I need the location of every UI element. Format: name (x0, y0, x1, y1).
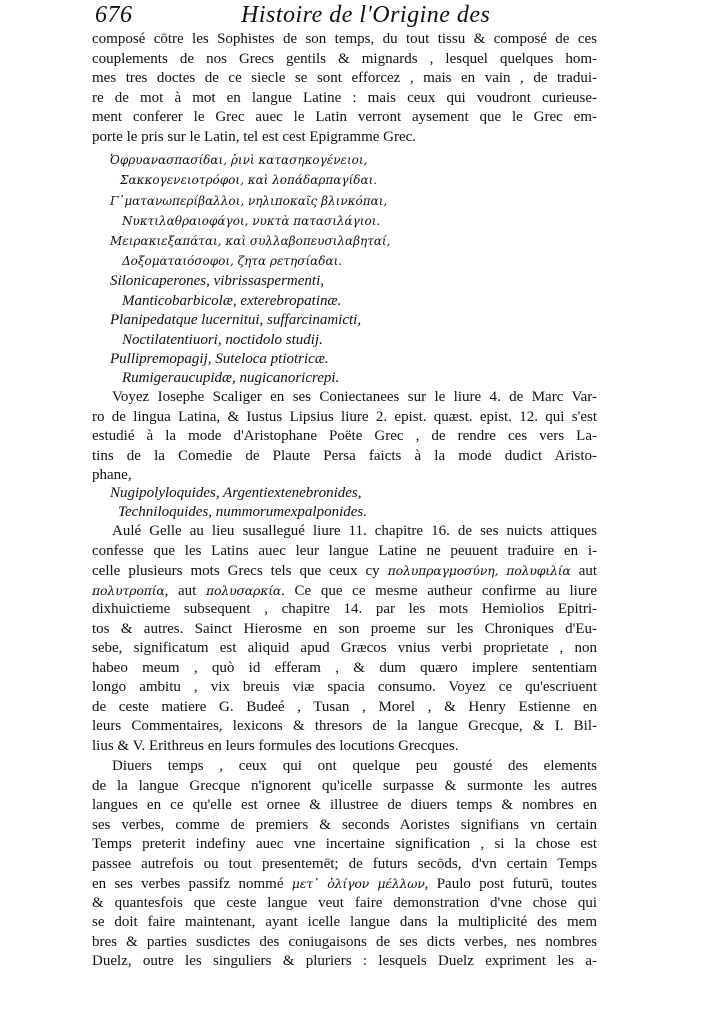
latin-verse: Nugipolyloquides, Argentiextenebronides, (110, 485, 362, 501)
greek-word: πολυτροπία (92, 582, 165, 598)
text-line: dixhuictieme subsequent , chapitre 14. par les mots Hemiolios Epitri- (92, 601, 597, 617)
text-line: couplements de nos Grecs gentils & mignards , lesquel quelques hom- (92, 50, 597, 67)
latin-verse: Pullipremopagij, Suteloca ptiotricæ. (110, 351, 329, 367)
page-number: 676 (95, 2, 133, 28)
text-line: tins de la Comedie de Plaute Persa faicts à la mode dudict Aristo- (92, 447, 597, 464)
paragraph-4 (92, 757, 597, 972)
text-line (92, 581, 597, 601)
text-line: tos & autres. Sainct Hierosme en son proeme sur les Chroniques d'Eu- (92, 620, 597, 637)
running-title: Histoire de l'Origine des (241, 2, 491, 28)
greek-verse: Δοξοματαιόσοφοι, ζητα ρετησίαδαι. (122, 254, 343, 268)
text-line: ses verbes, comme de premiers & seconds Aoristes signifians vn certain (92, 816, 597, 833)
text-line: Diuers temps , ceux qui ont quelque peu gousté des elements (112, 758, 597, 774)
text-line: Temps preterit indefiny auec vne incertaine signification , si la chose est (92, 836, 597, 852)
latin-verse: Rumigeraucupidæ, nugicanoricrepi. (122, 370, 340, 386)
latin-verse: Planipedatque lucernitui, suffarcinamicti, (110, 312, 362, 328)
latin-verse: Noctilatentiuori, noctidolo studij. (122, 332, 323, 348)
text-line: re de mot à mot en langue Latine : mais ceux qui voudront curieuse- (92, 89, 597, 106)
text-line: lius & V. Erithreus en leurs formules des locutions Grecques. (92, 737, 459, 754)
text-line: langues en ce qu'elle est ornee & illustree de diuers temps & nombres en (92, 797, 597, 813)
text-line: & quantesfois que ceste langue veut faire demonstration d'vne chose qui (92, 894, 597, 911)
text-line: sebe, significatum est aliquid apud Græcos vnius verbi proprietate , non (92, 640, 597, 656)
text-line: se doit faire maintenant, ayant icelle langue dans la multiplicité des mem (92, 914, 597, 930)
text-line: Aulé Gelle au lieu susallegué liure 11. chapitre 16. de ses nuicts attiques (112, 523, 597, 539)
text-line (92, 874, 597, 894)
text-line: porte le pris sur le Latin, tel est cest Epigramme Grec. (92, 128, 417, 145)
text-line: confesse que les Latins auec leur langue Latine ne peuuent traduire en i- (92, 542, 597, 559)
text-line (92, 561, 597, 581)
text-segment: , Paulo post futurū, toutes (424, 876, 597, 892)
text-line: composé cōtre les Sophistes de son temps, du tout tissu & composé de ces (92, 31, 597, 47)
paragraph-2 (92, 388, 597, 486)
text-line: passee autrefois ou tout presentemēt; de futurs secōds, d'vn certain Temps (92, 855, 597, 872)
paragraph-1 (92, 30, 597, 147)
greek-word: πολυσαρκία (206, 582, 282, 598)
text-line: ment conferer le Grec auec le Latin verront aysement que le Grec em- (92, 109, 597, 125)
text-line: Voyez Iosephe Scaliger en ses Coniectanees sur le liure 4. de Marc Var- (112, 389, 597, 405)
greek-verse: Γ᾽ματανωπερίβαλλοι, νηλιποκαῖς βλινκόπαι, (110, 194, 388, 208)
paragraph-3 (92, 522, 597, 756)
latin-verse: Techniloquides, nummorumexpalponides. (118, 504, 368, 520)
text-line: mes tres doctes de ce siecle se sont efforcez , mais en vain , de tradui- (92, 70, 597, 86)
latin-verse: Manticobarbicolæ, exterebropatinæ. (122, 293, 342, 309)
text-segment: , aut (164, 582, 197, 599)
greek-verse: Μειρακιεξαπάται, καὶ συλλαβοπευσιλαβηταί, (110, 234, 391, 248)
page-header (95, 2, 595, 28)
greek-verse: Σακκογενειοτρόφοι, καὶ λοπάδαρπαγίδαι. (120, 173, 378, 187)
greek-verse: Νυκτιλαθραιοφάγοι, νυκτὰ πατασιλάγιοι. (122, 214, 381, 228)
text-segment: . Ce que ce mesme autheur confirme au liure (281, 582, 597, 599)
text-segment: aut (578, 563, 597, 579)
latin-verse: Silonicaperones, vibrissaspermenti, (110, 273, 325, 289)
text-line: phane, (92, 467, 132, 483)
text-line: ro de lingua Latina, & Iustus Lipsius liure 2. epist. quæst. epist. 12. qui s'est (92, 408, 597, 425)
text-line: leurs Commentaires, lexicons & thresors de la langue Grecque, & I. Bil- (92, 718, 597, 734)
text-line: de ceste matiere G. Budeé , Tusan , Morel , & Henry Estienne en (92, 698, 597, 715)
text-line: longo ambitu , vix breuis viæ spacia consumo. Voyez ce qu'escriuent (92, 679, 597, 695)
text-line: Duelz, outre les singuliers & pluriers : lesquels Duelz expriment les a- (92, 953, 597, 969)
greek-words: πολυπραγμοσύνη, πολυφιλία (387, 563, 571, 578)
greek-verse: Ὀφρυανασπασίδαι, ῥινὶ κατασηκογένειοι, (110, 153, 368, 167)
text-line: habeo meum , quò id efferam , & dum quæro implere sententiam (92, 659, 597, 676)
text-line: bres & parties susdictes des coniugaisons de ses dicts verbes, nes nombres (92, 933, 597, 950)
text-segment: celle plusieurs mots Grecs tels que ceux cy (92, 563, 380, 579)
text-segment: en ses verbes passifz nommé (92, 876, 284, 892)
text-line: de la langue Grecque n'ignorent qu'icelle surpasse & surmonte les autres (92, 777, 597, 794)
greek-words: μετ᾽ ὀλίγον μέλλων (291, 876, 425, 891)
text-line: estudié à la mode d'Aristophane Poëte Grec , de rendre ces vers La- (92, 428, 597, 444)
